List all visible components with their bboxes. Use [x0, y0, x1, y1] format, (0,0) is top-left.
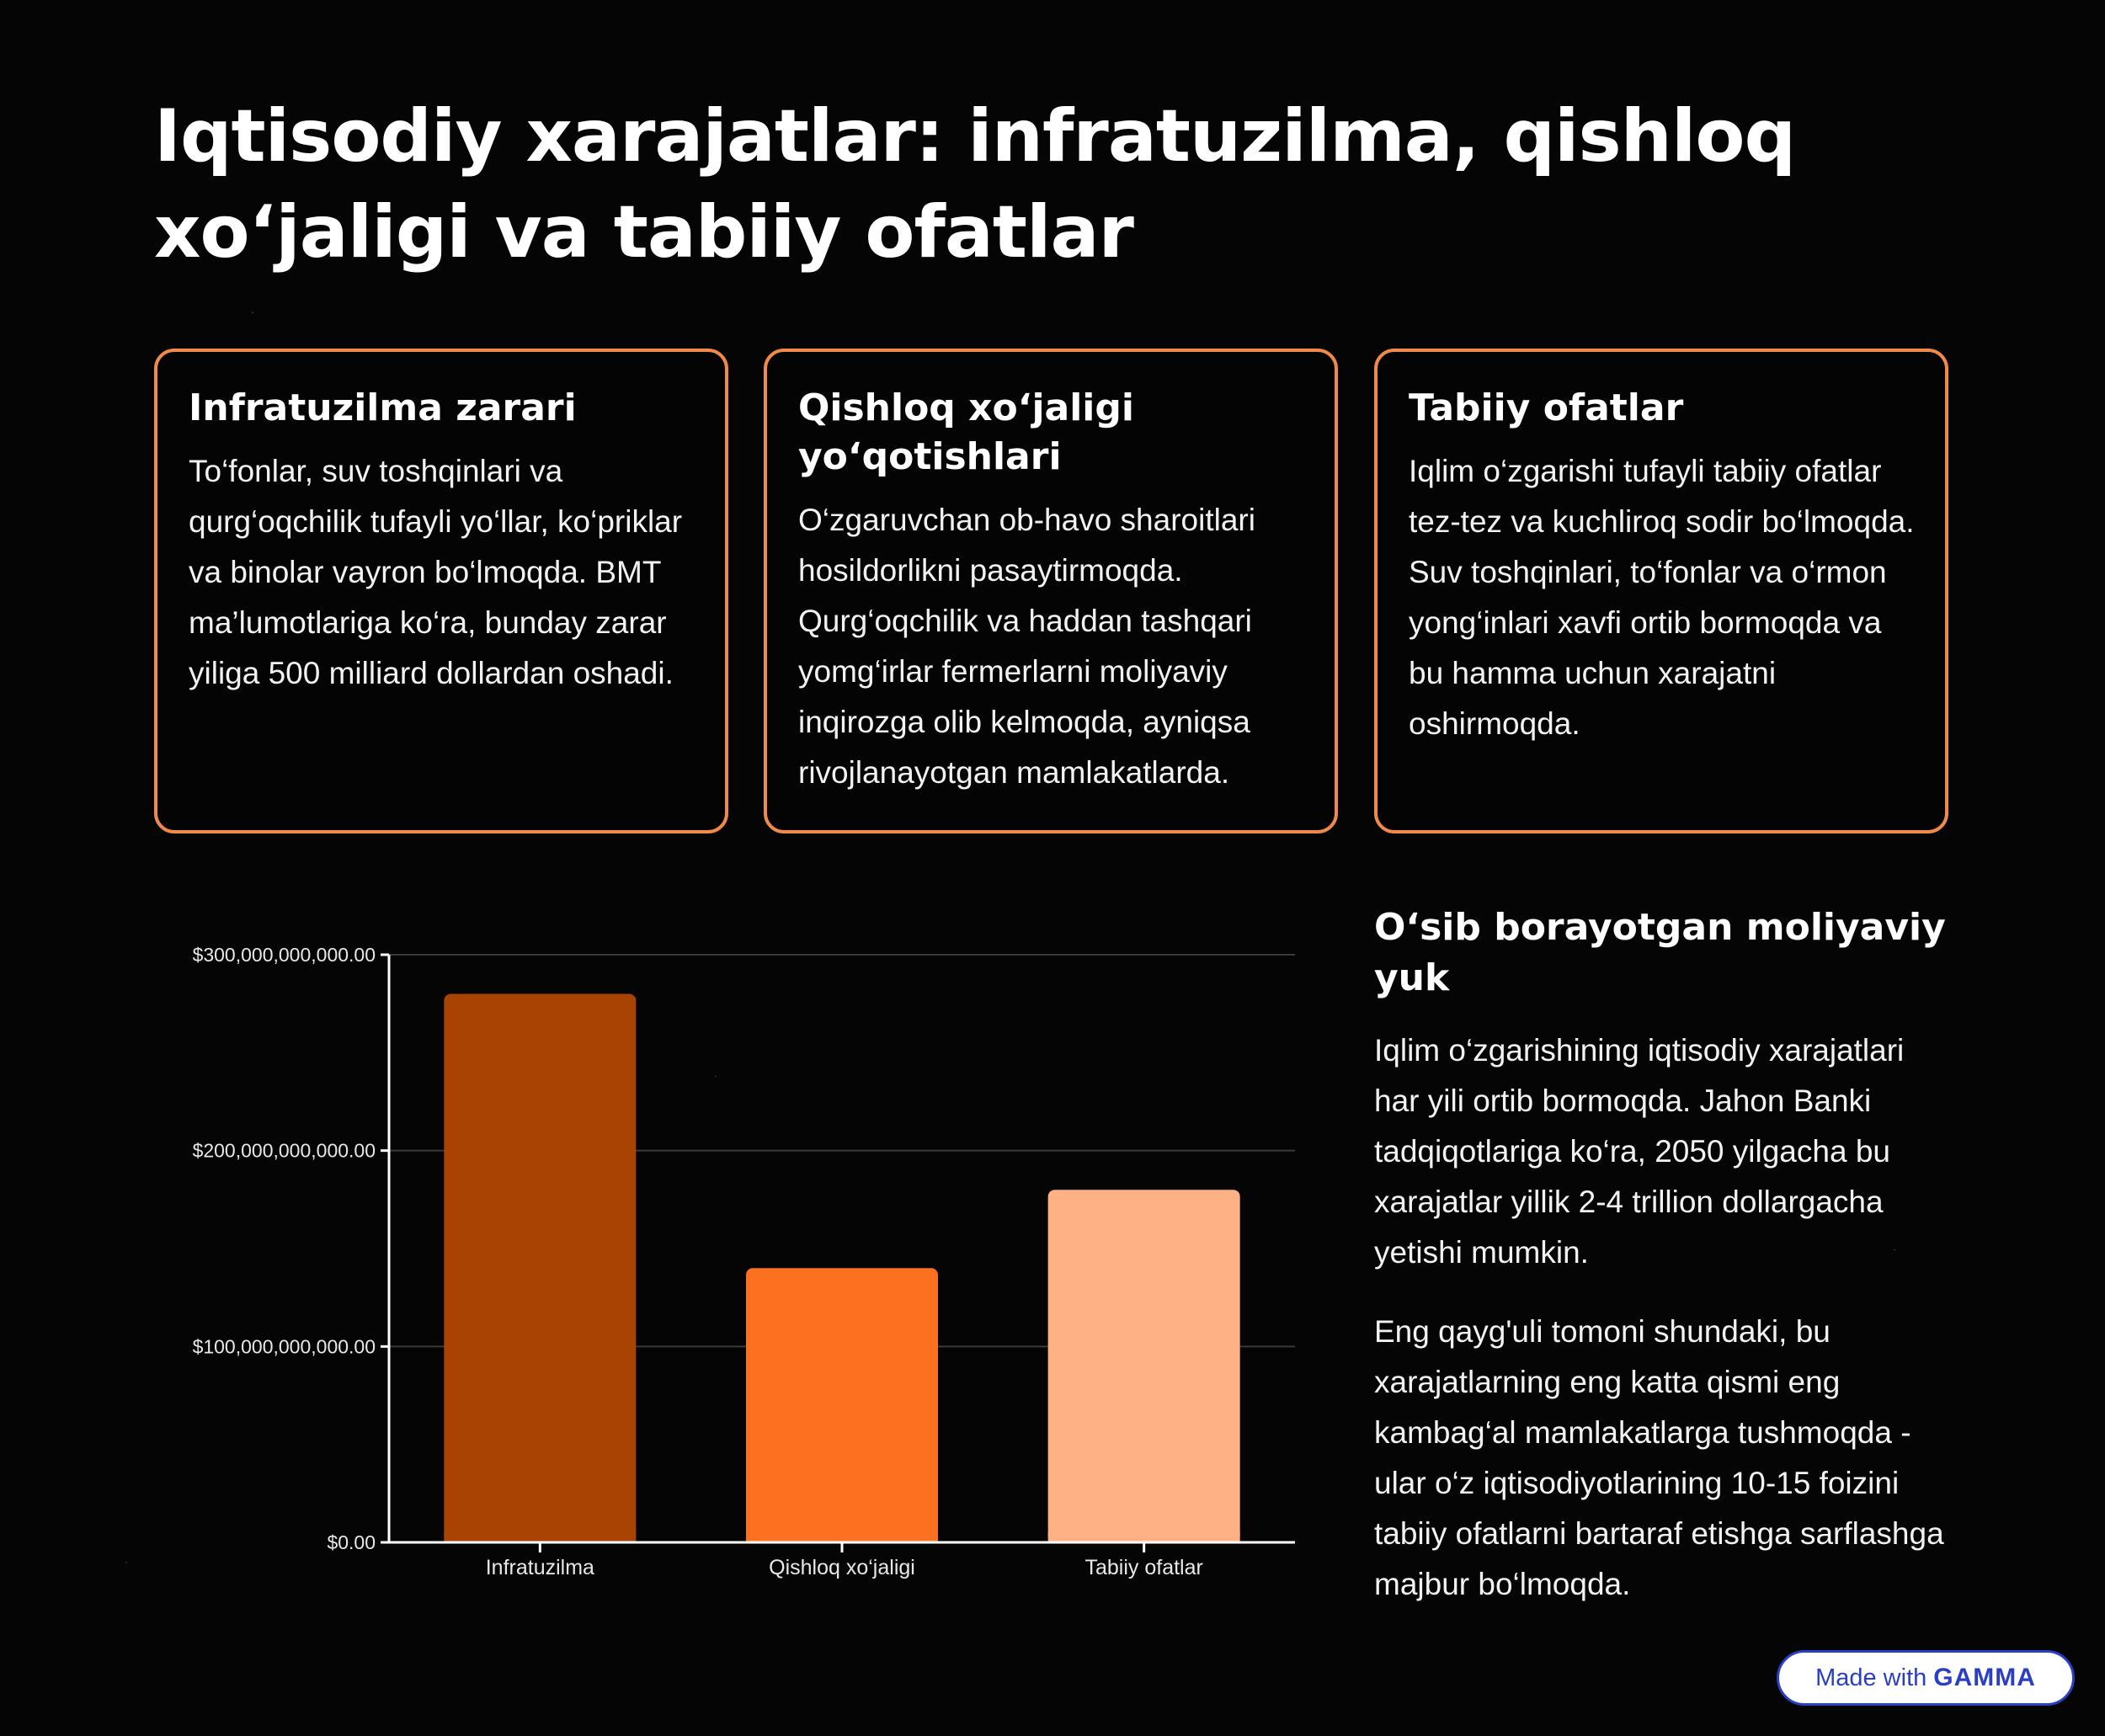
- made-with-gamma-badge[interactable]: [1777, 1650, 2075, 1706]
- card-disasters: [1374, 349, 1948, 833]
- y-tick-label: $300,000,000,000.00: [192, 944, 376, 966]
- badge-prefix: Made with: [1815, 1664, 1927, 1691]
- bar-base: [746, 1532, 938, 1542]
- bar: [444, 994, 636, 1542]
- card-text: O‘zgaruvchan ob-havo sharoitlari hosildorlikni pasaytirmoqda. Qurg‘oqchilik va haddan tashqari yomg‘irlar fermerlarni moliyaviy inqirozga olib kelmoqda, ayniqsa rivojlanayotgan mamlakatlarda.: [798, 503, 1255, 790]
- section-paragraph: Eng qayg'uli tomoni shundaki, bu xarajatlarning eng katta qismi eng kambag‘al mamlakatlarga tushmoqda - ular o‘z iqtisodiyotlarining 10-15 foizini tabiiy ofatlarni bartaraf etishga sarflashga majbur bo‘lmoqda.: [1374, 1314, 1944, 1601]
- bar-base: [1048, 1532, 1240, 1542]
- financial-burden-section: [1374, 903, 1955, 1638]
- bar-base: [444, 1532, 636, 1542]
- cost-bar-chart: [152, 926, 1314, 1600]
- card-infrastructure: [154, 349, 728, 833]
- gamma-logo: GAMMA: [1933, 1664, 2036, 1691]
- x-tick-label: Qishloq xo‘jaligi: [769, 1556, 915, 1579]
- bar: [746, 1268, 938, 1542]
- card-heading: Tabiiy ofatlar: [1409, 386, 1684, 429]
- y-tick-label: $100,000,000,000.00: [192, 1335, 376, 1358]
- bar: [1048, 1190, 1240, 1542]
- x-tick-label: Tabiiy ofatlar: [1084, 1556, 1203, 1579]
- card-heading: Infratuzilma zarari: [189, 386, 577, 429]
- section-heading: O‘sib borayotgan moliyaviy yuk: [1374, 906, 1946, 999]
- y-tick-label: $0.00: [327, 1531, 376, 1553]
- x-tick-label: Infratuzilma: [485, 1556, 594, 1579]
- card-heading: Qishloq xo‘jaligi yo‘qotishlari: [798, 386, 1134, 478]
- page-title: Iqtisodiy xarajatlar: infratuzilma, qishloq xo‘jaligi va tabiiy ofatlar: [154, 94, 1796, 274]
- y-tick-label: $200,000,000,000.00: [192, 1139, 376, 1162]
- card-text: Iqlim o‘zgarishi tufayli tabiiy ofatlar tez-tez va kuchliroq sodir bo‘lmoqda. Suv toshqinlari, to‘fonlar va o‘rmon yong‘inlari xavfi ortib bormoqda va bu hamma uchun xarajatni oshirmoqda.: [1409, 454, 1915, 741]
- card-agriculture: [764, 349, 1338, 833]
- card-text: To‘fonlar, suv toshqinlari va qurg‘oqchilik tufayli yo‘llar, ko‘priklar va binolar vayron bo‘lmoqda. BMT ma’lumotlariga ko‘ra, bunday zarar yiliga 500 milliard dollardan oshadi.: [189, 454, 683, 690]
- section-paragraph: Iqlim o‘zgarishining iqtisodiy xarajatlari har yili ortib bormoqda. Jahon Banki tadqiqotlariga ko‘ra, 2050 yilgacha bu xarajatlar yillik 2-4 trillion dollargacha yetishi mumkin.: [1374, 1033, 1905, 1270]
